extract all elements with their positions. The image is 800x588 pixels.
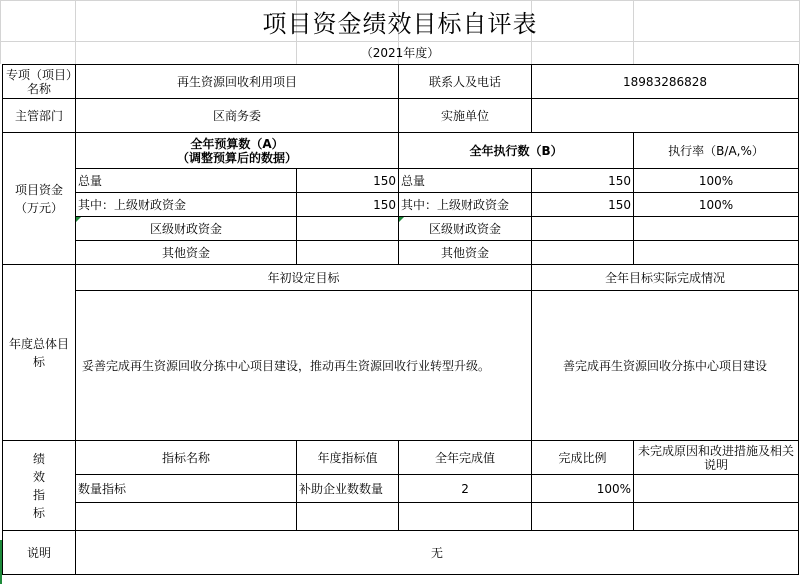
- contact-value[interactable]: 18983286828: [532, 65, 799, 99]
- indicator-done[interactable]: 2: [399, 475, 532, 503]
- indicator-ratio[interactable]: 100%: [532, 475, 634, 503]
- funds-label[interactable]: 项目资金（万元）: [3, 133, 76, 265]
- indicator-target-header[interactable]: 年度指标值: [297, 441, 399, 475]
- indicator-target[interactable]: 补助企业数数量: [297, 475, 399, 503]
- indicator-name-header[interactable]: 指标名称: [76, 441, 297, 475]
- row-selection-marker: [0, 540, 2, 584]
- exec-row-label[interactable]: 总量: [399, 169, 532, 193]
- indicator-target[interactable]: [297, 503, 399, 531]
- gridline: [0, 0, 800, 1]
- exec-row-label[interactable]: 区级财政资金: [399, 217, 532, 241]
- indicator-reason-header[interactable]: 未完成原因和改进措施及相关说明: [634, 441, 799, 475]
- project-name-label[interactable]: 专项（项目）名称: [3, 65, 76, 99]
- dept-value[interactable]: 区商务委: [76, 99, 399, 133]
- budget-header[interactable]: 全年预算数（A） （调整预算后的数据）: [76, 133, 399, 169]
- impl-value[interactable]: [532, 99, 799, 133]
- evaluation-table: [2, 64, 799, 575]
- indicator-name[interactable]: [76, 503, 297, 531]
- budget-row-value[interactable]: 150: [297, 193, 399, 217]
- project-name-value[interactable]: 再生资源回收利用项目: [76, 65, 399, 99]
- exec-row-label[interactable]: 其他资金: [399, 241, 532, 265]
- indicator-reason[interactable]: [634, 475, 799, 503]
- exec-row-value[interactable]: 150: [532, 169, 634, 193]
- budget-row-value[interactable]: 150: [297, 169, 399, 193]
- exec-row-value[interactable]: [532, 217, 634, 241]
- initial-goal-text[interactable]: 妥善完成再生资源回收分拣中心项目建设，推动再生资源回收行业转型升级。: [76, 291, 532, 441]
- indicator-done-header[interactable]: 全年完成值: [399, 441, 532, 475]
- actual-goal-header[interactable]: 全年目标实际完成情况: [532, 265, 799, 291]
- rate-row-value[interactable]: 100%: [634, 193, 799, 217]
- note-label[interactable]: 说明: [3, 531, 76, 575]
- exec-header[interactable]: 全年执行数（B）: [399, 133, 634, 169]
- budget-row-label[interactable]: 其他资金: [76, 241, 297, 265]
- budget-row-label[interactable]: 其中：上级财政资金: [76, 193, 297, 217]
- exec-row-label[interactable]: 其中：上级财政资金: [399, 193, 532, 217]
- rate-row-value[interactable]: 100%: [634, 169, 799, 193]
- budget-row-value[interactable]: [297, 241, 399, 265]
- budget-row-label[interactable]: 区级财政资金: [76, 217, 297, 241]
- form-year: （2021年度）: [360, 45, 440, 60]
- indicators-label[interactable]: 绩效指标: [3, 441, 76, 531]
- gridline: [0, 0, 1, 64]
- initial-goal-header[interactable]: 年初设定目标: [76, 265, 532, 291]
- indicator-reason[interactable]: [634, 503, 799, 531]
- rate-row-value[interactable]: [634, 241, 799, 265]
- actual-goal-text[interactable]: 善完成再生资源回收分拣中心项目建设: [532, 291, 799, 441]
- note-value[interactable]: 无: [76, 531, 799, 575]
- budget-row-value[interactable]: [297, 217, 399, 241]
- indicator-done[interactable]: [399, 503, 532, 531]
- impl-label[interactable]: 实施单位: [399, 99, 532, 133]
- contact-label[interactable]: 联系人及电话: [399, 65, 532, 99]
- exec-row-value[interactable]: [532, 241, 634, 265]
- rate-row-value[interactable]: [634, 217, 799, 241]
- goals-label[interactable]: 年度总体目标: [3, 265, 76, 441]
- indicator-ratio[interactable]: [532, 503, 634, 531]
- rate-header[interactable]: 执行率（B/A,%）: [634, 133, 799, 169]
- form-title: 项目资金绩效目标自评表: [262, 9, 538, 38]
- indicator-ratio-header[interactable]: 完成比例: [532, 441, 634, 475]
- budget-row-label[interactable]: 总量: [76, 169, 297, 193]
- dept-label[interactable]: 主管部门: [3, 99, 76, 133]
- exec-row-value[interactable]: 150: [532, 193, 634, 217]
- indicator-name[interactable]: 数量指标: [76, 475, 297, 503]
